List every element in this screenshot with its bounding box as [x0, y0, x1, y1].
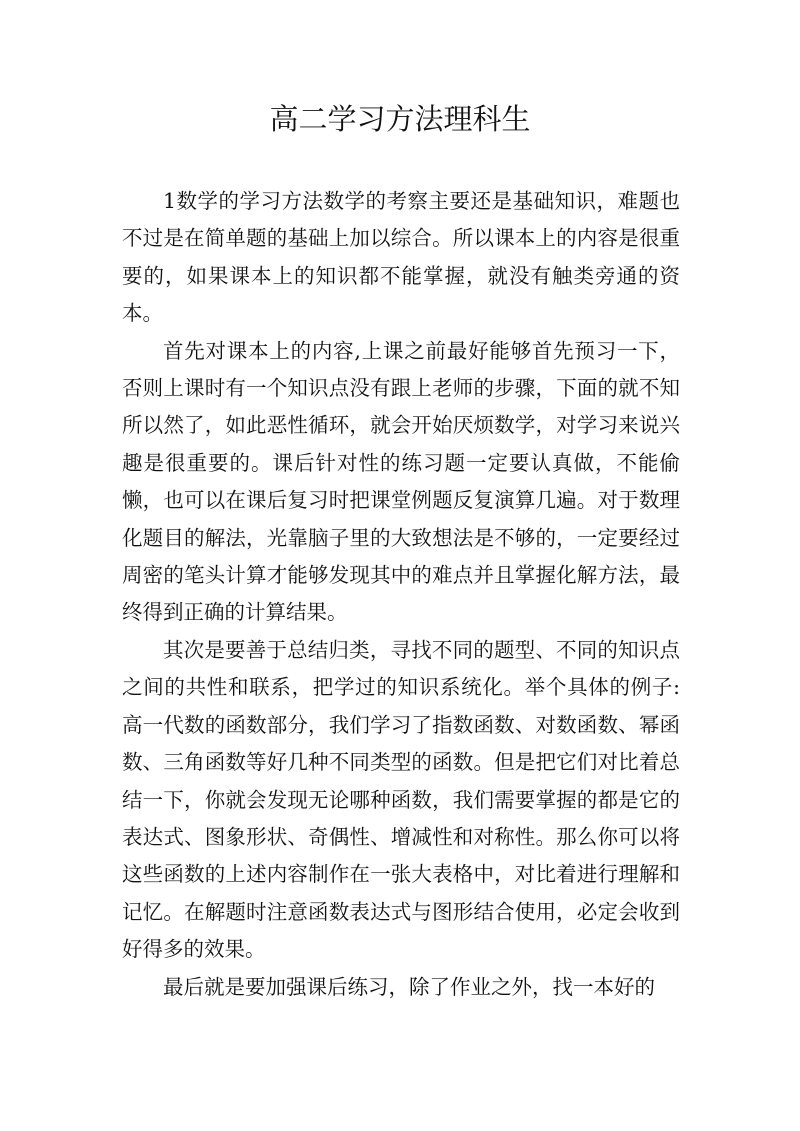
document-body — [122, 183, 680, 1006]
paragraph-summarize-and-classify: 其次是要善于总结归类，寻找不同的题型、不同的知识点之间的共性和联系，把学过的知识系统化。举个具体的例子:高一代数的函数部分，我们学习了指数函数、对数函数、幂函数、三角函数等好几种不同类型的函数。但是把它们对比着总结一下，你就会发现无论哪种函数，我们需要掌握的都是它的表达式、图象形状、奇偶性、增减性和对称性。那么你可以将这些函数的上述内容制作在一张大表格中，对比着进行理解和记忆。在解题时注意函数表达式与图形结合使用，必定会收到好得多的效果。 — [122, 637, 680, 962]
document-title: 高二学习方法理科生 — [269, 102, 531, 136]
paragraph-math-intro: 1数学的学习方法数学的考察主要还是基础知识，难题也不过是在简单题的基础上加以综合。所以课本上的内容是很重要的，如果课本上的知识都不能掌握，就没有触类旁通的资本。 — [122, 189, 680, 326]
paragraph-preview-and-practice: 首先对课本上的内容,上课之前最好能够首先预习一下，否则上课时有一个知识点没有跟上老师的步骤，下面的就不知所以然了，如此恶性循环，就会开始厌烦数学，对学习来说兴趣是很重要的。课后针对性的练习题一定要认真做，不能偷懒，也可以在课后复习时把课堂例题反复演算几遍。对于数理化题目的解法，光靠脑子里的大致想法是不够的，一定要经过周密的笔头计算才能够发现其中的难点并且掌握化解方法，最终得到正确的计算结果。 — [122, 338, 680, 625]
paragraph-after-class-practice: 最后就是要加强课后练习，除了作业之外，找一本好的 — [163, 974, 655, 999]
